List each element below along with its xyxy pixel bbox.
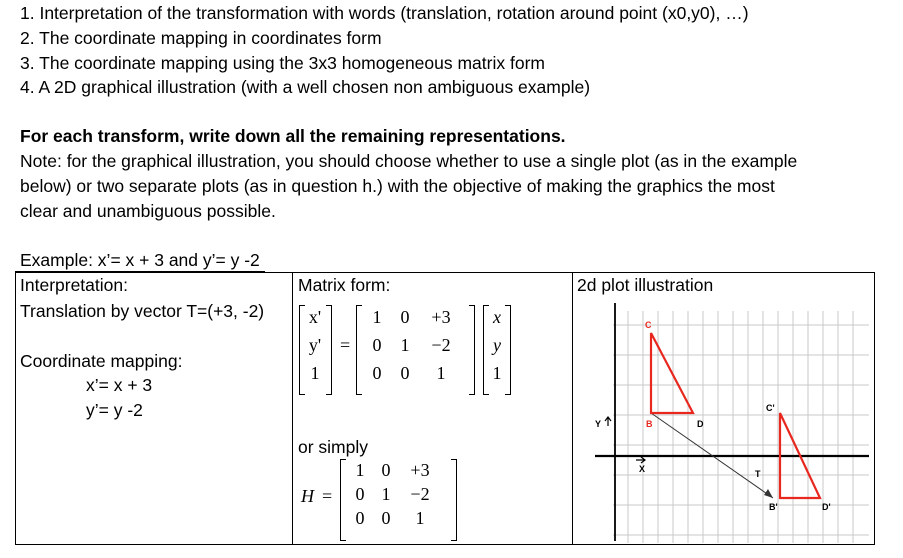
rhs-y: y: [493, 335, 501, 355]
mapping-y: y’= y -2: [86, 400, 143, 420]
mapping-heading: Coordinate mapping:: [20, 351, 183, 371]
h-1-1: 1: [381, 484, 391, 504]
h-2-0: 0: [355, 508, 365, 528]
axis-y-label: Y: [595, 419, 602, 429]
lhs-one: 1: [310, 363, 320, 383]
lhs-x-prime: x': [308, 307, 322, 327]
matrix-cell: [293, 273, 573, 545]
h-label: H: [301, 486, 314, 506]
interpretation-cell: [16, 273, 293, 545]
m-2-1: 0: [400, 363, 410, 383]
h-1-0: 0: [355, 484, 365, 504]
m-0-1: 0: [400, 307, 410, 327]
rhs-one: 1: [492, 363, 502, 383]
example-title: Example: x’= x + 3 and y’= y -2: [20, 250, 260, 270]
lhs-y-prime: y': [308, 335, 322, 355]
label-C-prime: C': [766, 403, 775, 413]
m-1-1: 1: [400, 335, 410, 355]
label-D-prime: D': [822, 502, 831, 512]
m-1-2: −2: [431, 335, 451, 355]
m-1-0: 0: [372, 335, 382, 355]
or-simply: or simply: [298, 437, 369, 457]
m-2-0: 0: [372, 363, 382, 383]
label-B: B: [646, 419, 653, 429]
translation-arrowhead-icon: [764, 489, 773, 498]
matrix-heading: Matrix form:: [298, 275, 391, 295]
note-line-3: clear and unambiguous possible.: [20, 201, 276, 221]
x-arrow-icon: [636, 457, 645, 463]
example-table: [15, 272, 875, 545]
y-arrow-icon: [605, 417, 611, 426]
instruction-item-3: 3. The coordinate mapping using the 3x3 homogeneous matrix form: [20, 53, 545, 73]
mapping-x: x’= x + 3: [86, 375, 153, 395]
m-2-2: 1: [436, 363, 446, 383]
m-0-2: +3: [431, 307, 451, 327]
note-line-2: below) or two separate plots (as in question h.) with the objective of making the graphics the most: [20, 176, 775, 196]
interpretation-text: Translation by vector T=(+3, -2): [20, 301, 265, 321]
h-2-2: 1: [415, 508, 425, 528]
interpretation-heading: Interpretation:: [20, 275, 128, 295]
axis-x-label: X: [639, 464, 646, 474]
note-line-1: Note: for the graphical illustration, you should choose whether to use a single plot (as in the example: [20, 151, 798, 171]
h-0-1: 0: [381, 460, 391, 480]
h-2-1: 0: [381, 508, 391, 528]
h-equals: =: [322, 486, 333, 506]
instruction-item-4: 4. A 2D graphical illustration (with a well chosen non ambiguous example): [20, 77, 591, 97]
plot-heading: 2d plot illustration: [577, 275, 714, 295]
instruction-item-2: 2. The coordinate mapping in coordinates form: [20, 28, 382, 48]
label-B-prime: B': [769, 502, 778, 512]
plot-svg: [573, 273, 874, 544]
h-0-2: +3: [410, 460, 430, 480]
label-D: D: [697, 419, 704, 429]
bold-instruction: For each transform, write down all the remaining representations.: [20, 126, 566, 146]
h-1-2: −2: [410, 484, 430, 504]
label-T: T: [755, 469, 761, 479]
instruction-item-1: 1. Interpretation of the transformation with words (translation, rotation around point (x0,y0), …): [20, 3, 749, 23]
rhs-x: x: [493, 307, 501, 327]
m-0-0: 1: [372, 307, 382, 327]
original-triangle: [651, 333, 693, 413]
equals-sign: =: [340, 335, 351, 355]
plot-cell: [573, 273, 875, 545]
h-0-0: 1: [355, 460, 365, 480]
label-C: C: [645, 320, 652, 330]
